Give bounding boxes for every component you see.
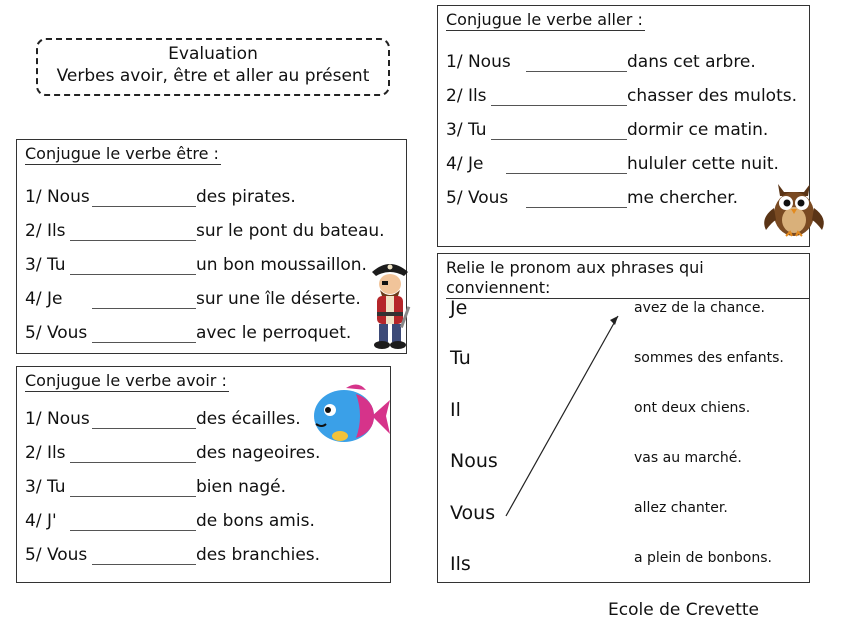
exercise-etre-title: Conjugue le verbe être : — [25, 144, 219, 163]
exercise-line — [446, 186, 738, 208]
sentence-end: hululer cette nuit. — [627, 154, 779, 174]
sentence-end: dormir ce matin. — [627, 120, 769, 140]
answer-blank[interactable] — [92, 292, 196, 309]
answer-blank[interactable] — [70, 224, 196, 241]
exercise-relie-title: Relie le pronom aux phrases qui conviennent: — [446, 258, 809, 299]
answer-blank[interactable] — [92, 412, 196, 429]
match-phrase[interactable]: a plein de bonbons. — [634, 550, 772, 566]
answer-blank[interactable] — [70, 514, 196, 531]
match-pronoun[interactable]: Vous — [450, 502, 496, 524]
match-pronoun[interactable]: Ils — [450, 553, 471, 575]
evaluation-title: Evaluation — [168, 44, 258, 64]
pronoun-label: 2/ Ils — [25, 443, 66, 463]
sentence-end: chasser des mulots. — [627, 86, 797, 106]
pronoun-label: 4/ J' — [25, 511, 57, 531]
exercise-line — [25, 509, 315, 531]
exercise-line — [446, 84, 797, 106]
sentence-end: sur le pont du bateau. — [196, 221, 385, 241]
match-pronoun[interactable]: Nous — [450, 450, 498, 472]
answer-blank[interactable] — [92, 190, 196, 207]
example-match-arrow — [438, 254, 811, 584]
answer-blank[interactable] — [526, 55, 627, 72]
pronoun-label: 3/ Tu — [446, 120, 487, 140]
sentence-end: des pirates. — [196, 187, 296, 207]
pronoun-label: 2/ Ils — [446, 86, 487, 106]
pronoun-label: 1/ Nous — [446, 52, 511, 72]
pronoun-label: 5/ Vous — [25, 323, 88, 343]
exercise-avoir-title: Conjugue le verbe avoir : — [25, 371, 227, 390]
exercise-line — [25, 321, 351, 343]
pronoun-label: 3/ Tu — [25, 477, 66, 497]
match-phrase[interactable]: vas au marché. — [634, 450, 742, 466]
fish-image — [306, 380, 390, 448]
pronoun-label: 2/ Ils — [25, 221, 66, 241]
footer-credit: Ecole de Crevette — [608, 600, 759, 620]
owl-image — [758, 178, 830, 240]
exercise-relie — [437, 253, 810, 583]
sentence-end: sur une île déserte. — [196, 289, 361, 309]
evaluation-title-box — [36, 38, 390, 96]
exercise-line — [25, 407, 301, 429]
match-phrase[interactable]: avez de la chance. — [634, 300, 765, 316]
exercise-line — [446, 118, 768, 140]
answer-blank[interactable] — [70, 480, 196, 497]
sentence-end: bien nagé. — [196, 477, 286, 497]
match-pronoun[interactable]: Il — [450, 399, 461, 421]
match-pronoun[interactable]: Tu — [450, 347, 471, 369]
match-phrase[interactable]: ont deux chiens. — [634, 400, 751, 416]
exercise-line — [25, 441, 320, 463]
pronoun-label: 1/ Nous — [25, 187, 90, 207]
exercise-aller-title: Conjugue le verbe aller : — [446, 10, 643, 29]
exercise-line — [446, 50, 756, 72]
sentence-end: de bons amis. — [196, 511, 315, 531]
pronoun-label: 3/ Tu — [25, 255, 66, 275]
exercise-etre — [16, 139, 407, 354]
match-phrase[interactable]: sommes des enfants. — [634, 350, 784, 366]
answer-blank[interactable] — [92, 326, 196, 343]
evaluation-subtitle: Verbes avoir, être et aller au présent — [56, 66, 370, 86]
answer-blank[interactable] — [92, 548, 196, 565]
exercise-line — [25, 475, 286, 497]
match-pronoun[interactable]: Je — [450, 297, 468, 319]
pirate-image — [364, 256, 416, 352]
answer-blank[interactable] — [491, 89, 627, 106]
answer-blank[interactable] — [70, 258, 196, 275]
pronoun-label: 4/ Je — [446, 154, 484, 174]
sentence-end: un bon moussaillon. — [196, 255, 367, 275]
sentence-end: avec le perroquet. — [196, 323, 352, 343]
answer-blank[interactable] — [70, 446, 196, 463]
pronoun-label: 1/ Nous — [25, 409, 90, 429]
exercise-line — [25, 185, 296, 207]
sentence-end: des branchies. — [196, 545, 321, 565]
exercise-aller — [437, 5, 810, 247]
pronoun-label: 4/ Je — [25, 289, 63, 309]
sentence-end: des nageoires. — [196, 443, 321, 463]
exercise-line — [25, 253, 367, 275]
exercise-line — [25, 219, 385, 241]
answer-blank[interactable] — [526, 191, 627, 208]
sentence-end: dans cet arbre. — [627, 52, 756, 72]
pronoun-label: 5/ Vous — [446, 188, 509, 208]
answer-blank[interactable] — [506, 157, 627, 174]
exercise-line — [25, 543, 320, 565]
exercise-line — [25, 287, 361, 309]
exercise-line — [446, 152, 779, 174]
match-phrase[interactable]: allez chanter. — [634, 500, 728, 516]
sentence-end: des écailles. — [196, 409, 301, 429]
sentence-end: me chercher. — [627, 188, 739, 208]
pronoun-label: 5/ Vous — [25, 545, 88, 565]
answer-blank[interactable] — [491, 123, 627, 140]
